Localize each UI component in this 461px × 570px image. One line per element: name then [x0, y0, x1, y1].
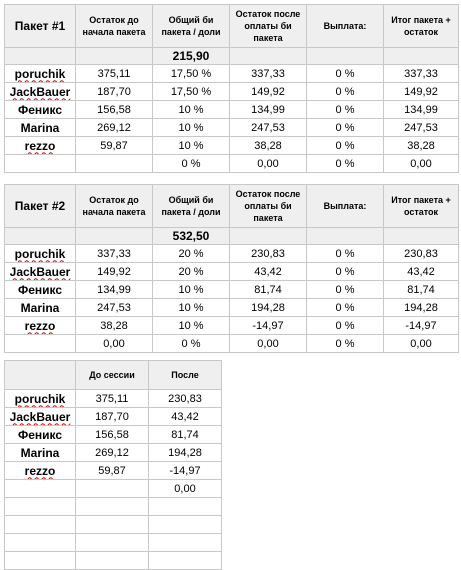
- player-name: Феникс: [5, 281, 76, 299]
- player-name: Marina: [5, 444, 76, 462]
- cell-before: 156,58: [76, 101, 153, 119]
- packet-1-footer-row: [5, 155, 459, 173]
- header-after: Остаток после оплаты би пакета: [230, 185, 307, 228]
- header-payout: Выплата:: [307, 5, 384, 48]
- cell-before: 337,33: [76, 245, 153, 263]
- cell-result: 43,42: [384, 263, 459, 281]
- packet-2-footer-row: [5, 335, 459, 353]
- table-row: [5, 408, 222, 426]
- summary-footer-row: [5, 480, 222, 498]
- cell-result: 337,33: [384, 65, 459, 83]
- cell-result: 149,92: [384, 83, 459, 101]
- cell-before: 149,92: [76, 263, 153, 281]
- cell-result: 230,83: [384, 245, 459, 263]
- cell-payout: 0 %: [307, 83, 384, 101]
- table-row: [5, 65, 459, 83]
- player-name: JackBauer: [5, 263, 76, 281]
- header-before: Остаток до начала пакета: [76, 185, 153, 228]
- header-share: Общий би пакета / доли: [153, 185, 230, 228]
- player-name: poruchik: [5, 65, 76, 83]
- packet-2-table: [4, 184, 459, 353]
- cell-result: 0,00: [384, 335, 459, 353]
- cell-share: 10 %: [153, 281, 230, 299]
- cell-payout: 0 %: [307, 155, 384, 173]
- table-row: [5, 119, 459, 137]
- cell-share: 10 %: [153, 299, 230, 317]
- packet-1-total: 215,90: [153, 48, 230, 65]
- cell-share: 17,50 %: [153, 83, 230, 101]
- player-name: Marina: [5, 299, 76, 317]
- cell-before: 156,58: [76, 426, 149, 444]
- table-row: [5, 101, 459, 119]
- cell-share: 0 %: [153, 155, 230, 173]
- cell-payout: 0 %: [307, 65, 384, 83]
- cell-payout: 0 %: [307, 101, 384, 119]
- cell-before: 187,70: [76, 83, 153, 101]
- cell-after: 230,83: [149, 390, 222, 408]
- cell-before: 134,99: [76, 281, 153, 299]
- player-name: Феникс: [5, 426, 76, 444]
- cell-result: 81,74: [384, 281, 459, 299]
- cell-payout: 0 %: [307, 317, 384, 335]
- player-name: Феникс: [5, 101, 76, 119]
- empty-row: [5, 516, 222, 534]
- cell-after: -14,97: [230, 317, 307, 335]
- packet-2-total: 532,50: [153, 228, 230, 245]
- packet-2-total-row: [5, 228, 459, 245]
- cell-after: 337,33: [230, 65, 307, 83]
- table-row: [5, 263, 459, 281]
- cell-after: 134,99: [230, 101, 307, 119]
- header-result: Итог пакета + остаток: [384, 5, 459, 48]
- empty-row: [5, 552, 222, 570]
- cell-before: 269,12: [76, 444, 149, 462]
- cell-payout: 0 %: [307, 281, 384, 299]
- cell-result: 134,99: [384, 101, 459, 119]
- summary-header-row: [5, 361, 222, 390]
- packet-1-table: [4, 4, 459, 173]
- summary-table: [4, 360, 222, 570]
- cell-after: 81,74: [149, 426, 222, 444]
- cell-after: 0,00: [149, 480, 222, 498]
- cell-share: 10 %: [153, 101, 230, 119]
- table-row: [5, 317, 459, 335]
- player-name: JackBauer: [5, 83, 76, 101]
- cell-before: 375,11: [76, 65, 153, 83]
- cell-share: 20 %: [153, 245, 230, 263]
- header-share: Общий би пакета / доли: [153, 5, 230, 48]
- table-row: [5, 281, 459, 299]
- packet-2-header-row: [5, 185, 459, 228]
- table-row: [5, 390, 222, 408]
- cell-after: 38,28: [230, 137, 307, 155]
- cell-payout: 0 %: [307, 299, 384, 317]
- player-name: rezzo: [5, 462, 76, 480]
- cell-payout: 0 %: [307, 245, 384, 263]
- cell-after: 247,53: [230, 119, 307, 137]
- cell-after: 194,28: [149, 444, 222, 462]
- cell-share: 10 %: [153, 119, 230, 137]
- header-before: Остаток до начала пакета: [76, 5, 153, 48]
- cell-before: 375,11: [76, 390, 149, 408]
- table-row: [5, 426, 222, 444]
- cell-result: 0,00: [384, 155, 459, 173]
- table-row: [5, 444, 222, 462]
- cell-result: 194,28: [384, 299, 459, 317]
- cell-share: 0 %: [153, 335, 230, 353]
- table-row: [5, 245, 459, 263]
- cell-after: 0,00: [230, 335, 307, 353]
- table-row: [5, 299, 459, 317]
- empty-row: [5, 534, 222, 552]
- table-row: [5, 462, 222, 480]
- player-name: JackBauer: [5, 408, 76, 426]
- table-row: [5, 83, 459, 101]
- packet-1-header-row: [5, 5, 459, 48]
- cell-before: 0,00: [76, 335, 153, 353]
- cell-after: 194,28: [230, 299, 307, 317]
- empty-row: [5, 498, 222, 516]
- cell-before: 59,87: [76, 137, 153, 155]
- cell-share: 20 %: [153, 263, 230, 281]
- header-after-session: После: [149, 361, 222, 390]
- cell-after: -14,97: [149, 462, 222, 480]
- cell-result: 247,53: [384, 119, 459, 137]
- player-name: Marina: [5, 119, 76, 137]
- cell-after: 43,42: [230, 263, 307, 281]
- packet-2-title: Пакет #2: [5, 185, 76, 228]
- cell-before: 38,28: [76, 317, 153, 335]
- header-result: Итог пакета + остаток: [384, 185, 459, 228]
- cell-after: 149,92: [230, 83, 307, 101]
- cell-after: 0,00: [230, 155, 307, 173]
- player-name: rezzo: [5, 317, 76, 335]
- cell-before: 187,70: [76, 408, 149, 426]
- header-payout: Выплата:: [307, 185, 384, 228]
- player-name: rezzo: [5, 137, 76, 155]
- cell-before: 247,53: [76, 299, 153, 317]
- cell-result: -14,97: [384, 317, 459, 335]
- cell-payout: 0 %: [307, 137, 384, 155]
- cell-share: 10 %: [153, 137, 230, 155]
- cell-before: 59,87: [76, 462, 149, 480]
- cell-share: 17,50 %: [153, 65, 230, 83]
- cell-result: 38,28: [384, 137, 459, 155]
- cell-after: 230,83: [230, 245, 307, 263]
- cell-share: 10 %: [153, 317, 230, 335]
- table-row: [5, 137, 459, 155]
- header-before-session: До сессии: [76, 361, 149, 390]
- player-name: poruchik: [5, 245, 76, 263]
- cell-before: 269,12: [76, 119, 153, 137]
- packet-1-title: Пакет #1: [5, 5, 76, 48]
- cell-after: 81,74: [230, 281, 307, 299]
- cell-payout: 0 %: [307, 119, 384, 137]
- header-after: Остаток после оплаты би пакета: [230, 5, 307, 48]
- cell-payout: 0 %: [307, 335, 384, 353]
- player-name: poruchik: [5, 390, 76, 408]
- packet-1-total-row: [5, 48, 459, 65]
- cell-payout: 0 %: [307, 263, 384, 281]
- cell-after: 43,42: [149, 408, 222, 426]
